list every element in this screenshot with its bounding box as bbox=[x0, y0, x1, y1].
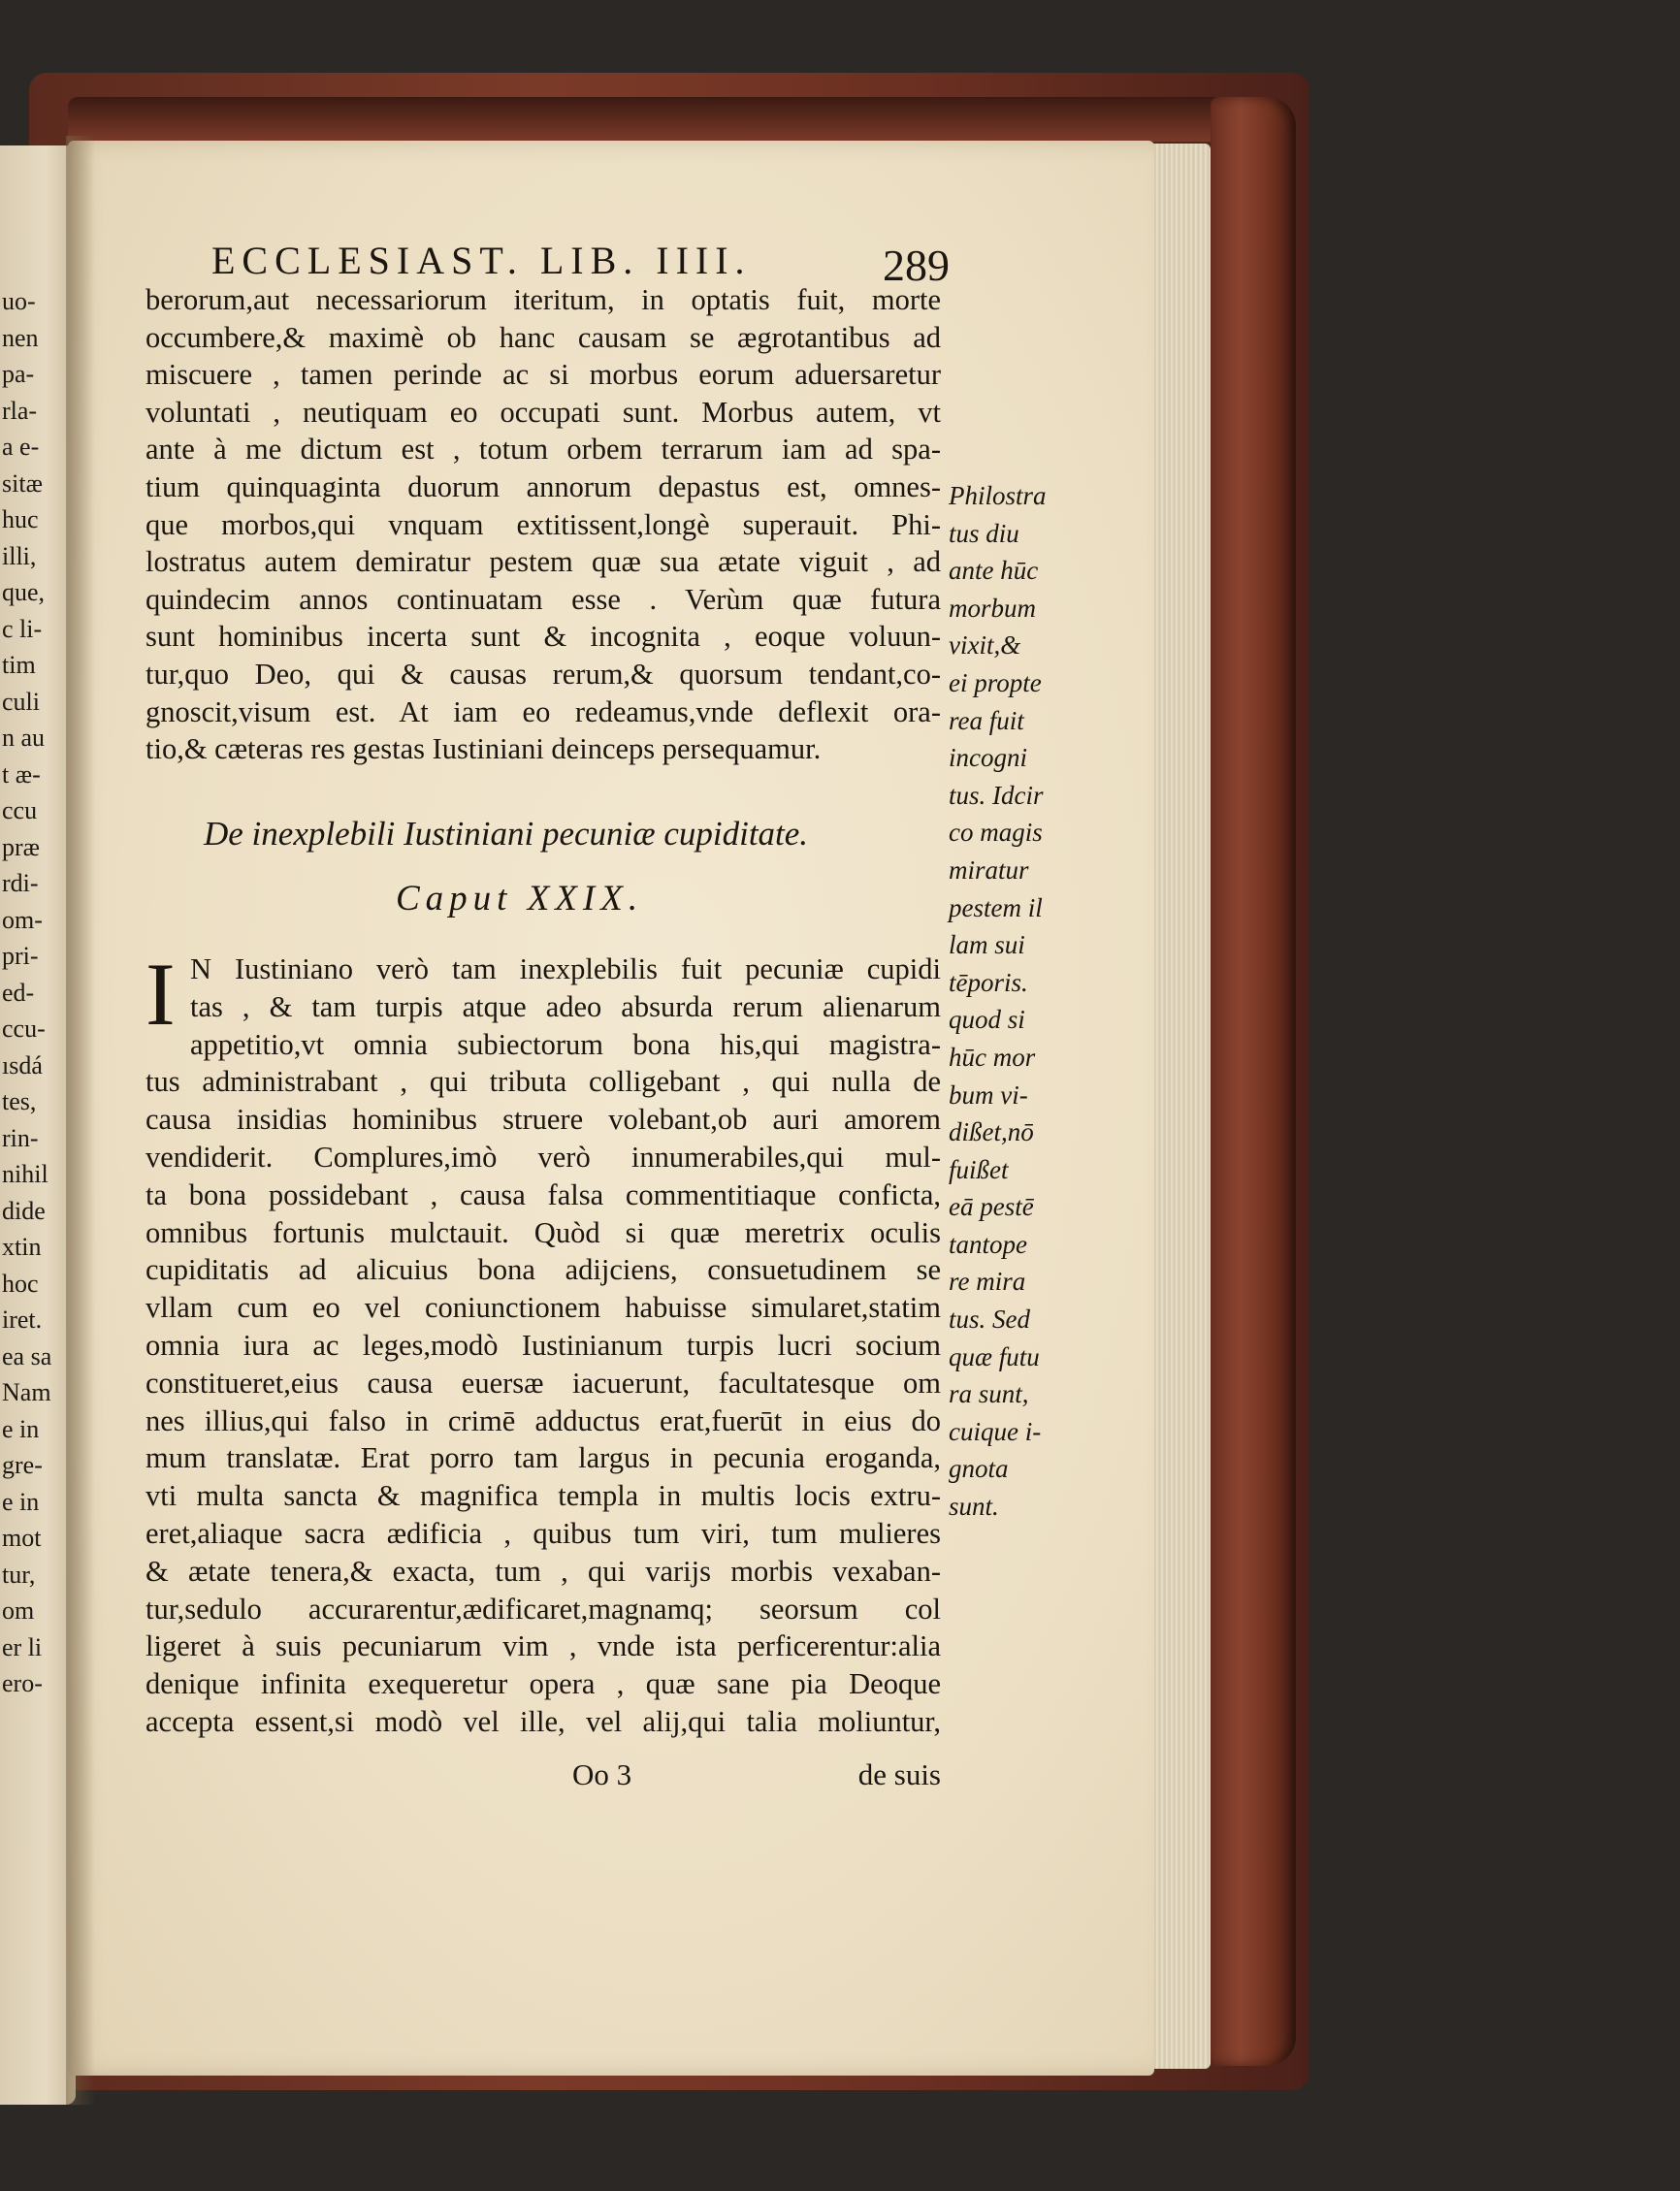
chapter-heading: De inexplebili Iustiniani pecuniæ cupiditate. bbox=[204, 815, 809, 853]
facing-page-line: Nam bbox=[2, 1378, 51, 1406]
chapter-number: Caput XXIX. bbox=[396, 879, 644, 918]
chapter-line: ligeret à suis pecuniarum vim , vnde ista perficerentur:alia bbox=[145, 1629, 941, 1663]
marginal-line: lam sui bbox=[949, 930, 1025, 960]
page-number: 289 bbox=[883, 241, 950, 290]
marginal-line: ei propte bbox=[949, 667, 1042, 697]
body-line: miscuere , tamen perinde ac si morbus eorum aduersaretur bbox=[145, 358, 941, 392]
facing-page-line: xtin bbox=[2, 1233, 42, 1261]
facing-page-line: pa- bbox=[2, 360, 35, 388]
marginal-line: tantope bbox=[949, 1229, 1027, 1259]
marginal-line: incogni bbox=[949, 743, 1027, 773]
chapter-line: constitueret,eius causa euersæ iacuerunt, facultatesque om bbox=[145, 1366, 941, 1400]
facing-page-line: hoc bbox=[2, 1269, 39, 1298]
marginal-line: sunt. bbox=[949, 1492, 999, 1522]
chapter-line: vllam cum eo vel coniunctionem habuisse simularet,statim bbox=[145, 1291, 941, 1325]
facing-page-line: dide bbox=[2, 1196, 46, 1225]
marginal-line: vixit,& bbox=[949, 630, 1021, 661]
chapter-line: appetitio,vt omnia subiectorum bona his,qui magistra- bbox=[190, 1027, 941, 1061]
body-line: tium quinquaginta duorum annorum depastus est, omnes- bbox=[145, 469, 941, 503]
drop-cap: I bbox=[145, 945, 176, 1044]
facing-page-line: culi bbox=[2, 687, 40, 716]
marginal-line: eā pestē bbox=[949, 1192, 1034, 1222]
facing-page-line: nen bbox=[2, 323, 39, 352]
marginal-line: hūc mor bbox=[949, 1042, 1036, 1072]
facing-page-line: e in bbox=[2, 1487, 40, 1516]
marginal-line: cuique i- bbox=[949, 1416, 1042, 1446]
body-line: que morbos,qui vnquam extitissent,longè superauit. Phi- bbox=[145, 507, 941, 541]
running-head: ECCLESIAST. LIB. IIII. bbox=[211, 239, 752, 282]
facing-page-line: iret. bbox=[2, 1305, 43, 1334]
chapter-line: causa insidias hominibus struere volebant,ob auri amorem bbox=[145, 1103, 941, 1137]
chapter-line: denique infinita exequeretur opera , quæ sane pia Deoque bbox=[145, 1667, 941, 1701]
catchword: de suis bbox=[857, 1757, 941, 1791]
marginal-line: tus diu bbox=[949, 518, 1019, 548]
facing-page-line: e in bbox=[2, 1414, 40, 1443]
facing-page-line: gre- bbox=[2, 1451, 43, 1479]
body-line: voluntati , neutiquam eo occupati sunt. Morbus autem, vt bbox=[145, 395, 941, 429]
facing-page-line: a e- bbox=[2, 433, 40, 461]
body-line: occumbere,& maximè ob hanc causam se ægrotantibus ad bbox=[145, 320, 941, 354]
facing-page-line: ccu bbox=[2, 796, 38, 824]
marginal-line: quæ futu bbox=[949, 1341, 1040, 1371]
facing-page-line: tur, bbox=[2, 1560, 36, 1589]
chapter-line: ta bona possidebant , causa falsa commentitiaque conficta, bbox=[145, 1177, 941, 1211]
body-line: tur,quo Deo, qui & causas rerum,& quorsum tendant,co- bbox=[145, 657, 941, 691]
marginal-line: tus. Sed bbox=[949, 1305, 1030, 1335]
marginal-line: gnota bbox=[949, 1454, 1009, 1484]
facing-page-line: ero- bbox=[2, 1669, 43, 1697]
marginal-line: rea fuit bbox=[949, 705, 1024, 735]
body-line: ante à me dictum est , totum orbem terrarum iam ad spa- bbox=[145, 433, 941, 467]
facing-page-line: illi, bbox=[2, 541, 37, 570]
facing-page-line: om- bbox=[2, 905, 43, 934]
body-line: tio,& cæteras res gestas Iustiniani deinceps persequamur. bbox=[145, 732, 822, 766]
facing-page-line: huc bbox=[2, 505, 39, 533]
facing-page-line: er li bbox=[2, 1632, 43, 1661]
chapter-line: & ætate tenera,& exacta, tum , qui varijs morbis vexaban- bbox=[145, 1554, 941, 1588]
page-footer bbox=[145, 1757, 941, 1796]
marginal-line: miratur bbox=[949, 854, 1029, 885]
body-line: berorum,aut necessariorum iteritum, in optatis fuit, morte bbox=[145, 283, 941, 316]
facing-page-line: que, bbox=[2, 578, 46, 606]
facing-page-line: tim bbox=[2, 651, 36, 679]
chapter-line: accepta essent,si modò vel ille, vel alij,qui talia moliuntur, bbox=[145, 1704, 941, 1738]
body-line: gnoscit,visum est. At iam eo redeamus,vnde deflexit ora- bbox=[145, 694, 941, 728]
marginal-line: morbum bbox=[949, 593, 1037, 623]
chapter-line: tas , & tam turpis atque adeo absurda rerum alienarum bbox=[190, 989, 941, 1023]
body-line: sunt hominibus incerta sunt & incognita , eoque voluun- bbox=[145, 620, 941, 654]
marginal-line: ra sunt, bbox=[949, 1379, 1029, 1409]
chapter-line: nes illius,qui falso in crimē adductus erat,fuerūt in eius do bbox=[145, 1403, 941, 1437]
facing-page-line: ısdá bbox=[2, 1050, 43, 1079]
chapter-line: omnibus fortunis mulctauit. Quòd si quæ meretrix oculis bbox=[145, 1215, 941, 1249]
chapter-line: tur,sedulo accurarentur,ædificaret,magnamq; seorsum col bbox=[145, 1592, 941, 1626]
chapter-line: cupiditatis ad alicuius bona adijciens, consuetudinem se bbox=[145, 1253, 941, 1287]
facing-page-line: c li- bbox=[2, 614, 43, 643]
marginal-line: pestem il bbox=[949, 892, 1043, 922]
chapter-line: omnia iura ac leges,modò Iustinianum turpis lucri socium bbox=[145, 1328, 941, 1362]
marginal-line: dißet,nō bbox=[949, 1117, 1034, 1147]
marginal-line: fuißet bbox=[949, 1154, 1009, 1184]
marginal-line: tēporis. bbox=[949, 967, 1028, 997]
facing-page-line: t æ- bbox=[2, 759, 41, 789]
facing-page-line: mot bbox=[2, 1524, 42, 1552]
chapter-text bbox=[145, 945, 941, 1741]
marginal-note bbox=[949, 477, 1094, 1526]
facing-page-line: ed- bbox=[2, 978, 35, 1007]
body-text bbox=[145, 281, 941, 768]
chapter-line: vti multa sancta & magnifica templa in multis locis extru- bbox=[145, 1479, 941, 1513]
facing-page-line: om bbox=[2, 1596, 35, 1625]
facing-page-line: uo- bbox=[2, 287, 36, 315]
facing-page-line: nihil bbox=[2, 1160, 48, 1188]
marginal-line: co magis bbox=[949, 818, 1043, 848]
chapter-line: vendiderit. Complures,imò verò innumerabiles,qui mul- bbox=[145, 1140, 941, 1174]
facing-page-line: ea sa bbox=[2, 1341, 52, 1370]
facing-page-line: pri- bbox=[2, 942, 39, 970]
facing-page-line: rla- bbox=[2, 396, 38, 425]
facing-page-line: rdi- bbox=[2, 869, 39, 897]
marginal-line: ante hūc bbox=[949, 556, 1039, 586]
marginal-line: re mira bbox=[949, 1267, 1026, 1297]
chapter-line: tus administrabant , qui tributa colligebant , qui nulla de bbox=[145, 1065, 941, 1099]
marginal-line: bum vi- bbox=[949, 1079, 1028, 1110]
facing-page-line: ccu- bbox=[2, 1015, 46, 1043]
facing-page-line: sitæ bbox=[2, 468, 43, 498]
marginal-line: quod si bbox=[949, 1005, 1025, 1035]
marginal-line: Philostra bbox=[949, 481, 1047, 510]
marginal-line: tus. Idcir bbox=[949, 780, 1044, 810]
body-line: lostratus autem demiratur pestem quæ sua ætate viguit , ad bbox=[145, 545, 941, 579]
signature-mark: Oo 3 bbox=[572, 1757, 632, 1791]
facing-page-line: tes, bbox=[2, 1087, 37, 1115]
facing-page-line: præ bbox=[2, 832, 40, 861]
chapter-line: eret,aliaque sacra ædificia , quibus tum viri, tum mulieres bbox=[145, 1516, 941, 1550]
facing-page-line: n au bbox=[2, 724, 46, 752]
body-line: quindecim annos continuatam esse . Verùm quæ futura bbox=[145, 582, 941, 616]
chapter-line: mum translatæ. Erat porro tam largus in pecunia eroganda, bbox=[145, 1441, 941, 1475]
chapter-line: N Iustiniano verò tam inexplebilis fuit pecuniæ cupidi bbox=[190, 952, 941, 985]
facing-page-line: rin- bbox=[2, 1123, 39, 1152]
